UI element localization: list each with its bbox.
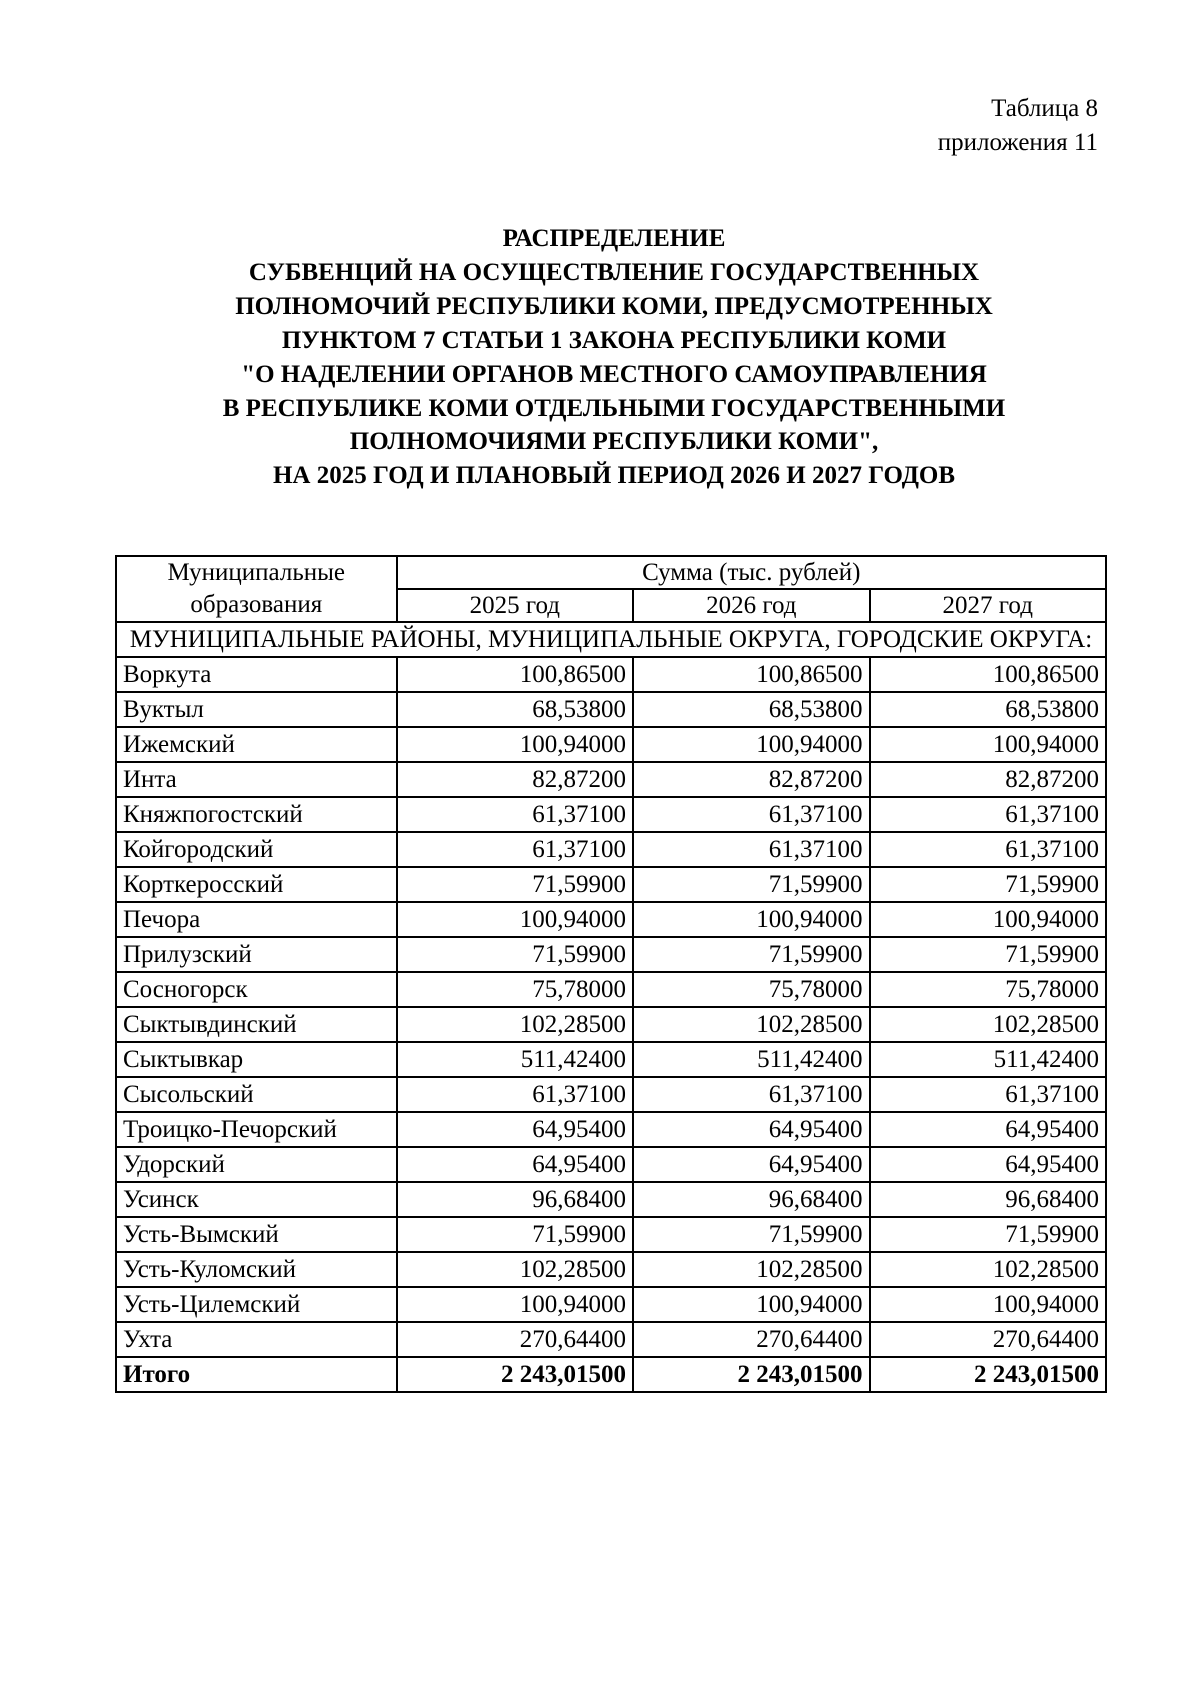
amount-2025: 100,94000 [397, 727, 633, 762]
municipality-name: Корткеросский [116, 867, 397, 902]
section-header-row [116, 622, 1106, 657]
amount-2027: 71,59900 [870, 867, 1107, 902]
title-line: "О НАДЕЛЕНИИ ОРГАНОВ МЕСТНОГО САМОУПРАВЛЕНИЯ [241, 360, 987, 388]
table-row [116, 762, 1106, 797]
municipality-name: Ижемский [116, 727, 397, 762]
municipality-name: Усть-Цилемский [116, 1287, 397, 1322]
amount-2027: 64,95400 [870, 1147, 1107, 1182]
amount-2026: 511,42400 [633, 1042, 869, 1077]
table-row [116, 867, 1106, 902]
amount-2027: 100,94000 [870, 727, 1107, 762]
amount-2026: 102,28500 [633, 1252, 869, 1287]
municipality-name: Княжпогостский [116, 797, 397, 832]
title-line: ПОЛНОМОЧИЯМИ РЕСПУБЛИКИ КОМИ", [349, 428, 879, 456]
municipality-name: Сысольский [116, 1077, 397, 1112]
amount-2027: 2 243,01500 [870, 1357, 1107, 1392]
amount-2027: 82,87200 [870, 762, 1107, 797]
amount-2026: 100,94000 [633, 1287, 869, 1322]
amount-2026: 100,94000 [633, 727, 869, 762]
header-row [116, 556, 1106, 589]
amount-2026: 100,86500 [633, 657, 869, 692]
table-row [116, 727, 1106, 762]
title-line: НА 2025 ГОД И ПЛАНОВЫЙ ПЕРИОД 2026 И 2027 ГОДОВ [272, 462, 956, 490]
table-row [116, 1182, 1106, 1217]
municipality-name: Усинск [116, 1182, 397, 1217]
section-header: МУНИЦИПАЛЬНЫЕ РАЙОНЫ, МУНИЦИПАЛЬНЫЕ ОКРУГА, ГОРОДСКИЕ ОКРУГА: [116, 622, 1106, 657]
amount-2025: 71,59900 [397, 1217, 633, 1252]
table-row [116, 797, 1106, 832]
appendix-number: приложения 11 [937, 129, 1098, 156]
total-row [116, 1357, 1106, 1392]
municipality-name: Усть-Вымский [116, 1217, 397, 1252]
amount-2027: 100,86500 [870, 657, 1107, 692]
subvention-table [115, 555, 1107, 1393]
municipality-name: Печора [116, 902, 397, 937]
amount-2027: 100,94000 [870, 902, 1107, 937]
municipality-column-header: Муниципальные образования [116, 556, 397, 622]
amount-2025: 75,78000 [397, 972, 633, 1007]
amount-2025: 100,94000 [397, 1287, 633, 1322]
table-row [116, 1252, 1106, 1287]
amount-2025: 100,86500 [397, 657, 633, 692]
municipality-name: Усть-Куломский [116, 1252, 397, 1287]
title-line: ПОЛНОМОЧИЙ РЕСПУБЛИКИ КОМИ, ПРЕДУСМОТРЕННЫХ [235, 292, 993, 320]
table-row [116, 832, 1106, 867]
table-row [116, 1147, 1106, 1182]
amount-2026: 82,87200 [633, 762, 869, 797]
municipality-name: Воркута [116, 657, 397, 692]
amount-2025: 61,37100 [397, 1077, 633, 1112]
amount-2027: 511,42400 [870, 1042, 1107, 1077]
table-reference [938, 92, 1098, 160]
amount-2025: 71,59900 [397, 867, 633, 902]
table-row [116, 1112, 1106, 1147]
amount-2025: 68,53800 [397, 692, 633, 727]
amount-2027: 71,59900 [870, 937, 1107, 972]
sum-column-header: Сумма (тыс. рублей) [397, 556, 1106, 589]
table-row [116, 1077, 1106, 1112]
amount-2027: 96,68400 [870, 1182, 1107, 1217]
year-2027-header: 2027 год [870, 589, 1107, 622]
amount-2026: 61,37100 [633, 797, 869, 832]
municipality-name: Сыктывдинский [116, 1007, 397, 1042]
title-line: РАСПРЕДЕЛЕНИЕ [502, 225, 726, 252]
amount-2027: 71,59900 [870, 1217, 1107, 1252]
table-row [116, 1042, 1106, 1077]
title-line: ПУНКТОМ 7 СТАТЬИ 1 ЗАКОНА РЕСПУБЛИКИ КОМИ [281, 326, 947, 354]
amount-2025: 71,59900 [397, 937, 633, 972]
municipality-name: Итого [116, 1357, 397, 1392]
amount-2025: 270,64400 [397, 1322, 633, 1357]
municipality-name: Удорский [116, 1147, 397, 1182]
amount-2025: 100,94000 [397, 902, 633, 937]
municipality-name: Вуктыл [116, 692, 397, 727]
table-row [116, 1287, 1106, 1322]
amount-2026: 71,59900 [633, 867, 869, 902]
table-row [116, 1007, 1106, 1042]
amount-2026: 100,94000 [633, 902, 869, 937]
amount-2027: 75,78000 [870, 972, 1107, 1007]
year-2026-header: 2026 год [633, 589, 869, 622]
year-2025-header: 2025 год [397, 589, 633, 622]
table-row [116, 1322, 1106, 1357]
municipality-name: Инта [116, 762, 397, 797]
municipality-name: Ухта [116, 1322, 397, 1357]
amount-2025: 102,28500 [397, 1007, 633, 1042]
amount-2026: 71,59900 [633, 1217, 869, 1252]
amount-2025: 96,68400 [397, 1182, 633, 1217]
amount-2026: 75,78000 [633, 972, 869, 1007]
municipality-name: Троицко-Печорский [116, 1112, 397, 1147]
amount-2026: 102,28500 [633, 1007, 869, 1042]
amount-2027: 61,37100 [870, 797, 1107, 832]
document-title [120, 222, 1108, 493]
amount-2025: 102,28500 [397, 1252, 633, 1287]
table-row [116, 692, 1106, 727]
amount-2026: 61,37100 [633, 1077, 869, 1112]
table-row [116, 972, 1106, 1007]
amount-2025: 64,95400 [397, 1112, 633, 1147]
amount-2026: 96,68400 [633, 1182, 869, 1217]
amount-2027: 102,28500 [870, 1252, 1107, 1287]
amount-2027: 64,95400 [870, 1112, 1107, 1147]
amount-2025: 511,42400 [397, 1042, 633, 1077]
amount-2025: 82,87200 [397, 762, 633, 797]
amount-2025: 61,37100 [397, 797, 633, 832]
amount-2026: 270,64400 [633, 1322, 869, 1357]
municipality-name: Сосногорск [116, 972, 397, 1007]
amount-2027: 100,94000 [870, 1287, 1107, 1322]
amount-2026: 2 243,01500 [633, 1357, 869, 1392]
amount-2027: 68,53800 [870, 692, 1107, 727]
table-number: Таблица 8 [991, 95, 1098, 122]
amount-2026: 64,95400 [633, 1147, 869, 1182]
municipality-name: Прилузский [116, 937, 397, 972]
amount-2027: 61,37100 [870, 1077, 1107, 1112]
amount-2026: 61,37100 [633, 832, 869, 867]
municipality-name: Койгородский [116, 832, 397, 867]
amount-2027: 102,28500 [870, 1007, 1107, 1042]
amount-2027: 270,64400 [870, 1322, 1107, 1357]
title-line: СУБВЕНЦИЙ НА ОСУЩЕСТВЛЕНИЕ ГОСУДАРСТВЕННЫХ [248, 258, 980, 286]
table-row [116, 902, 1106, 937]
table-row [116, 1217, 1106, 1252]
amount-2026: 71,59900 [633, 937, 869, 972]
amount-2026: 64,95400 [633, 1112, 869, 1147]
table-row [116, 937, 1106, 972]
amount-2027: 61,37100 [870, 832, 1107, 867]
title-line: В РЕСПУБЛИКЕ КОМИ ОТДЕЛЬНЫМИ ГОСУДАРСТВЕННЫМИ [222, 394, 1006, 422]
amount-2026: 68,53800 [633, 692, 869, 727]
amount-2025: 61,37100 [397, 832, 633, 867]
amount-2025: 2 243,01500 [397, 1357, 633, 1392]
table-row [116, 657, 1106, 692]
municipality-name: Сыктывкар [116, 1042, 397, 1077]
amount-2025: 64,95400 [397, 1147, 633, 1182]
